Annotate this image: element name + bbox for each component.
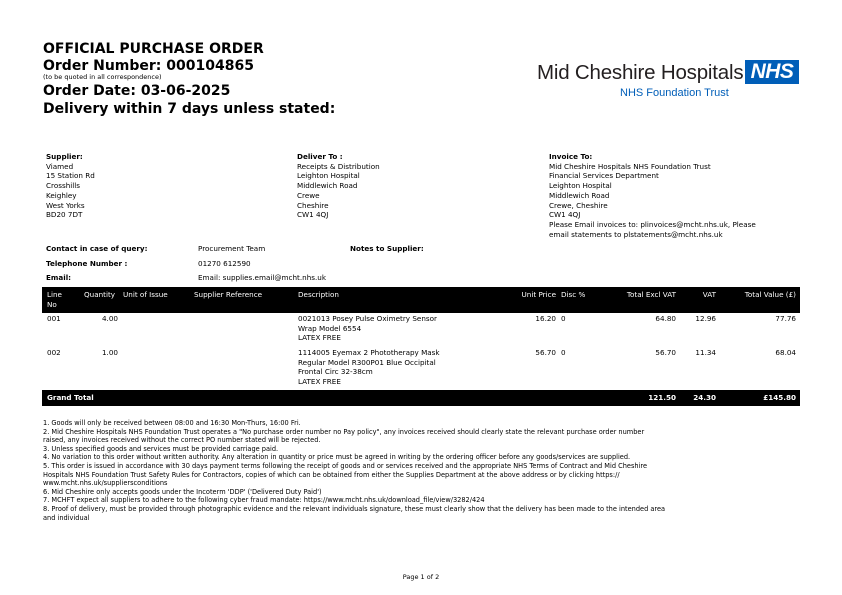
- table-row: [42, 314, 800, 346]
- description-line: Frontal Circ 32-38cm: [298, 367, 373, 377]
- quote-note: (to be quoted in all correspondence): [43, 73, 162, 81]
- table-header: [42, 287, 800, 313]
- email-value: Email: supplies.email@mcht.nhs.uk: [198, 273, 326, 282]
- supplier-block: [46, 152, 286, 220]
- term-line: 4. No variation to this order without written authority. Any alteration in quantity or price must be agreed in writing by the ordering officer before any goods/services are supplied.: [43, 453, 631, 462]
- cell-unit-price: 16.20: [535, 314, 556, 323]
- col-unit-price-header: Unit Price: [521, 290, 556, 299]
- cell-discount: 0: [561, 314, 566, 323]
- contact-query-label: Contact in case of query:: [46, 244, 148, 253]
- term-line: 3. Unless specified goods and services must be provided carriage paid.: [43, 444, 279, 453]
- cell-line: 001: [47, 314, 61, 323]
- term-line: www.mcht.nhs.uk/suppliersconditions: [43, 479, 168, 488]
- cell-total: 77.76: [775, 314, 796, 323]
- table-row: [42, 348, 800, 390]
- term-line: 5. This order is issued in accordance with 30 days payment terms following the receipt of goods and or services received and the appropriate NHS Terms of Contract and Mid Cheshire: [43, 461, 648, 470]
- col-quantity-header: Quantity: [84, 290, 116, 299]
- cell-quantity: 1.00: [101, 348, 118, 357]
- contact-query-value: Procurement Team: [198, 244, 266, 253]
- address-line: Crewe: [297, 190, 320, 200]
- email-label: Email:: [46, 273, 72, 282]
- grand-total-vat: 24.30: [693, 393, 716, 402]
- grand-total-excl-vat: 121.50: [648, 393, 676, 402]
- address-line: CW1 4QJ: [297, 210, 329, 220]
- invoice-email-note: Please Email invoices to: plinvoices@mcht.nhs.uk, Please: [549, 219, 756, 229]
- cell-discount: 0: [561, 348, 566, 357]
- address-line: BD20 7DT: [46, 210, 83, 220]
- document-title: OFFICIAL PURCHASE ORDER: [43, 41, 264, 57]
- delivery-terms: Delivery within 7 days unless stated:: [43, 101, 336, 117]
- telephone-label: Telephone Number :: [46, 259, 128, 268]
- address-line: Financial Services Department: [549, 171, 659, 181]
- col-reference-header: Supplier Reference: [194, 290, 263, 299]
- term-line: raised, any invoices received without the correct PO number stated will be rejected.: [43, 436, 321, 445]
- cell-excl-vat: 64.80: [655, 314, 676, 323]
- telephone-value: 01270 612590: [198, 259, 251, 268]
- page-number: Page 1 of 2: [402, 573, 440, 581]
- description-line: Wrap Model 6554: [298, 323, 362, 333]
- cell-excl-vat: 56.70: [655, 348, 676, 357]
- order-date: Order Date: 03-06-2025: [43, 83, 231, 99]
- notes-to-supplier-label: Notes to Supplier:: [350, 244, 424, 253]
- col-no-label: No: [47, 299, 57, 309]
- address-line: Leighton Hospital: [297, 171, 360, 181]
- col-vat-header: VAT: [702, 290, 716, 299]
- cell-quantity: 4.00: [101, 314, 118, 323]
- logo-subtitle: NHS Foundation Trust: [620, 87, 729, 99]
- address-line: CW1 4QJ: [549, 210, 581, 220]
- term-line: 7. MCHFT expect all suppliers to adhere to the following cyber fraud mandate: https://www.mcht.nhs.uk/download_file/view/3282/424: [43, 496, 485, 505]
- cell-vat: 11.34: [695, 348, 716, 357]
- terms-and-conditions: [43, 419, 803, 522]
- term-line: Hospitals NHS Foundation Trust Safety Rules for Contractors, copies of which can be obtained from either the Supplies Department at the above address or by clicking https://: [43, 470, 620, 479]
- nhs-badge: NHS: [745, 60, 799, 84]
- cell-description: [298, 314, 478, 343]
- term-line: and individual: [43, 513, 90, 522]
- term-line: 6. Mid Cheshire only accepts goods under the Incoterm 'DDP' ('Delivered Duty Paid'): [43, 487, 322, 496]
- description-line: LATEX FREE: [298, 377, 341, 387]
- deliver-to-label: Deliver To :: [297, 152, 343, 161]
- grand-total-row: [42, 390, 800, 406]
- address-line: Leighton Hospital: [549, 181, 612, 191]
- col-description-header: Description: [298, 290, 339, 299]
- description-line: Regular Model R300P01 Blue Occipital: [298, 357, 436, 367]
- address-line: Keighley: [46, 190, 77, 200]
- col-total-header: Total Value (£): [744, 290, 796, 299]
- col-line-label: Line: [47, 290, 62, 299]
- cell-total: 68.04: [775, 348, 796, 357]
- term-line: 1. Goods will only be received between 08:00 and 16:30 Mon-Thurs, 16:00 Fri.: [43, 419, 301, 427]
- address-line: Receipts & Distribution: [297, 161, 380, 171]
- col-line-header: [47, 290, 62, 309]
- logo-trust-name: Mid Cheshire Hospitals: [537, 61, 744, 84]
- deliver-to-block: [297, 152, 537, 220]
- col-excl-vat-header: Total Excl VAT: [626, 290, 676, 299]
- cell-vat: 12.96: [695, 314, 716, 323]
- cell-line: 002: [47, 348, 61, 357]
- term-line: 2. Mid Cheshire Hospitals NHS Foundation Trust operates a "No purchase order number no Pay policy", any invoices received should clearly state the relevant purchase order number: [43, 427, 645, 436]
- col-unit-header: Unit of Issue: [123, 290, 168, 299]
- cell-unit-price: 56.70: [535, 348, 556, 357]
- address-line: West Yorks: [46, 200, 85, 210]
- description-line: LATEX FREE: [298, 333, 341, 343]
- term-line: 8. Proof of delivery, must be provided through photographic evidence and the relevant individuals signature, these must clearly show that the delivery has been made to the intended area: [43, 504, 666, 513]
- statement-email-note: email statements to plstatements@mcht.nhs.uk: [549, 229, 723, 239]
- supplier-label: Supplier:: [46, 152, 83, 161]
- order-number: Order Number: 000104865: [43, 58, 254, 74]
- address-line: Middlewich Road: [549, 190, 610, 200]
- address-line: 15 Station Rd: [46, 171, 95, 181]
- address-line: Mid Cheshire Hospitals NHS Foundation Trust: [549, 161, 711, 171]
- address-line: Viamed: [46, 161, 74, 171]
- invoice-to-block: [549, 152, 809, 239]
- cell-description: [298, 348, 478, 387]
- address-line: Crosshills: [46, 181, 80, 191]
- address-line: Middlewich Road: [297, 181, 358, 191]
- grand-total-label: Grand Total: [47, 393, 94, 402]
- address-line: Crewe, Cheshire: [549, 200, 608, 210]
- invoice-to-label: Invoice To:: [549, 152, 593, 161]
- description-line: 0021013 Posey Pulse Oximetry Sensor: [298, 314, 437, 323]
- description-line: 1114005 Eyemax 2 Phototherapy Mask: [298, 348, 440, 357]
- nhs-logo: [537, 58, 799, 102]
- col-discount-header: Disc %: [561, 290, 586, 299]
- grand-total-value: £145.80: [763, 393, 796, 402]
- address-line: Cheshire: [297, 200, 329, 210]
